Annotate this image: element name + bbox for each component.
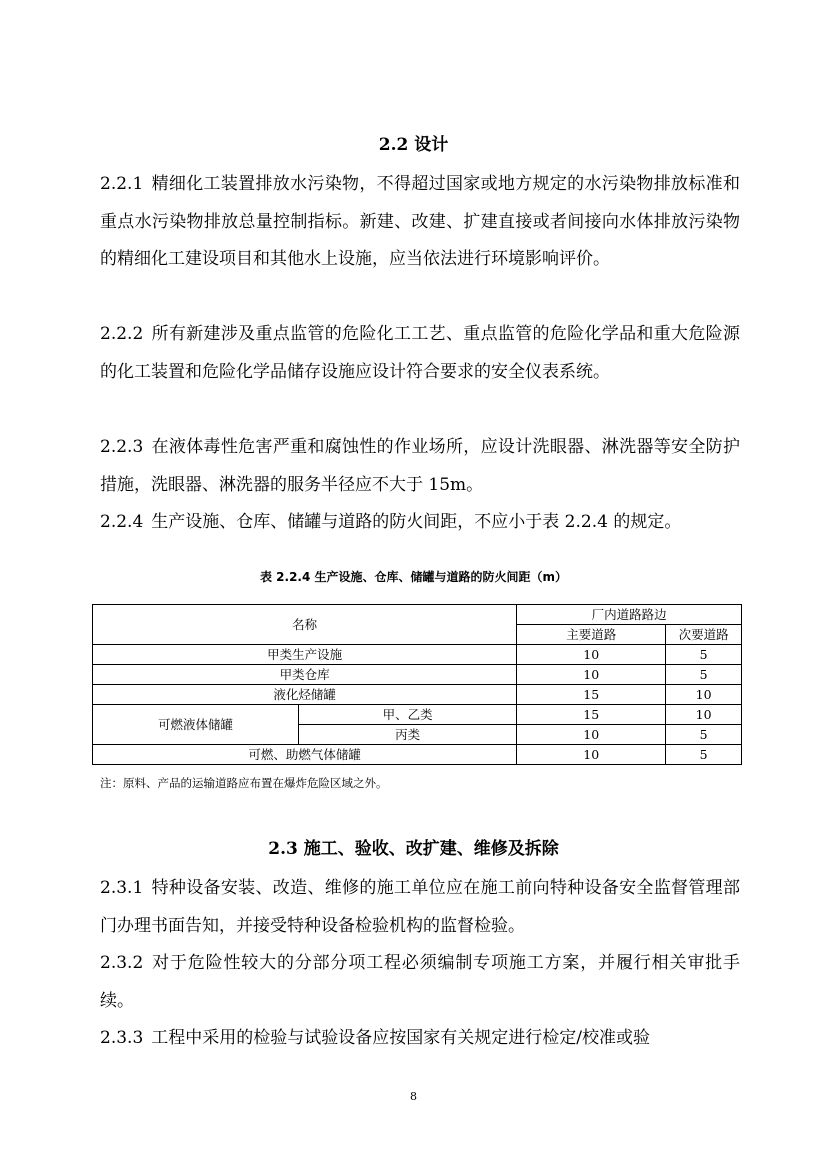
- paragraph-number: 2.2.4: [100, 512, 144, 532]
- row-subtype-cell: 甲、乙类: [299, 705, 517, 725]
- paragraph-2-2-1: [100, 166, 740, 279]
- table-row: [93, 685, 742, 705]
- paragraph-number: 2.2.2: [100, 324, 144, 344]
- page-number: 8: [410, 1090, 417, 1103]
- table-note: 注：原料、产品的运输道路应布置在爆炸危险区域之外。: [100, 776, 388, 790]
- paragraph-2-2-2: [100, 316, 740, 391]
- paragraph-text: 在液体毒性危害严重和腐蚀性的作业场所，应设计洗眼器、淋洗器等安全防护措施，洗眼器、淋洗器的服务半径应不大于 15m。: [100, 437, 740, 495]
- secondary-road-value: 5: [666, 645, 742, 665]
- main-road-value: 15: [517, 685, 666, 705]
- header-secondary-road-cell: 次要道路: [666, 625, 742, 645]
- paragraph-2-2-3: [100, 429, 740, 504]
- paragraph-text: 生产设施、仓库、储罐与道路的防火间距，不应小于表 2.2.4 的规定。: [151, 512, 682, 532]
- fire-distance-table: [92, 604, 742, 765]
- row-name-cell: 甲类生产设施: [93, 645, 517, 665]
- secondary-road-value: 10: [666, 685, 742, 705]
- table-row: [93, 745, 742, 765]
- paragraph-text: 对于危险性较大的分部分项工程必须编制专项施工方案，并履行相关审批手续。: [100, 953, 740, 1011]
- main-road-value: 15: [517, 705, 666, 725]
- header-group-cell: 厂内道路路边: [517, 605, 742, 625]
- paragraph-text: 精细化工装置排放水污染物，不得超过国家或地方规定的水污染物排放标准和重点水污染物排放总量控制指标。新建、改建、扩建直接或者间接向水体排放污染物的精细化工建设项目和其他水上设施，应当依法进行环境影响评价。: [100, 174, 740, 269]
- paragraph-text: 特种设备安装、改造、维修的施工单位应在施工前向特种设备安全监督管理部门办理书面告知，并接受特种设备检验机构的监督检验。: [100, 878, 740, 936]
- row-name-cell: 可燃、助燃气体储罐: [93, 745, 517, 765]
- paragraph-number: 2.2.3: [100, 437, 144, 457]
- paragraph-2-3-1: [100, 870, 740, 945]
- secondary-road-value: 5: [666, 725, 742, 745]
- header-name-cell: 名称: [93, 605, 517, 645]
- main-road-value: 10: [517, 745, 666, 765]
- table-row: [93, 705, 742, 725]
- paragraph-2-3-2: [100, 945, 740, 1020]
- paragraph-2-3-3: [100, 1020, 740, 1058]
- secondary-road-value: 5: [666, 665, 742, 685]
- table-header-row: [93, 605, 742, 625]
- table-row: [93, 665, 742, 685]
- main-road-value: 10: [517, 725, 666, 745]
- section-heading-2-2: 2.2 设计: [378, 135, 449, 155]
- paragraph-2-2-4: [100, 504, 740, 542]
- secondary-road-value: 10: [666, 705, 742, 725]
- secondary-road-value: 5: [666, 745, 742, 765]
- table-caption: 表 2.2.4 生产设施、仓库、储罐与道路的防火间距（m）: [259, 570, 568, 584]
- header-main-road-cell: 主要道路: [517, 625, 666, 645]
- section-heading-2-3: 2.3 施工、验收、改扩建、维修及拆除: [268, 839, 559, 859]
- paragraph-number: 2.3.1: [100, 878, 144, 898]
- main-road-value: 10: [517, 645, 666, 665]
- paragraph-number: 2.2.1: [100, 174, 144, 194]
- row-name-cell: 甲类仓库: [93, 665, 517, 685]
- row-group-cell: 可燃液体储罐: [93, 705, 299, 745]
- paragraph-text: 所有新建涉及重点监管的危险化工工艺、重点监管的危险化学品和重大危险源的化工装置和危险化学品储存设施应设计符合要求的安全仪表系统。: [100, 324, 740, 382]
- row-name-cell: 液化烃储罐: [93, 685, 517, 705]
- main-road-value: 10: [517, 665, 666, 685]
- paragraph-text: 工程中采用的检验与试验设备应按国家有关规定进行检定/校准或验: [151, 1028, 650, 1048]
- table-row: [93, 645, 742, 665]
- paragraph-number: 2.3.3: [100, 1028, 144, 1048]
- paragraph-number: 2.3.2: [100, 953, 144, 973]
- row-subtype-cell: 丙类: [299, 725, 517, 745]
